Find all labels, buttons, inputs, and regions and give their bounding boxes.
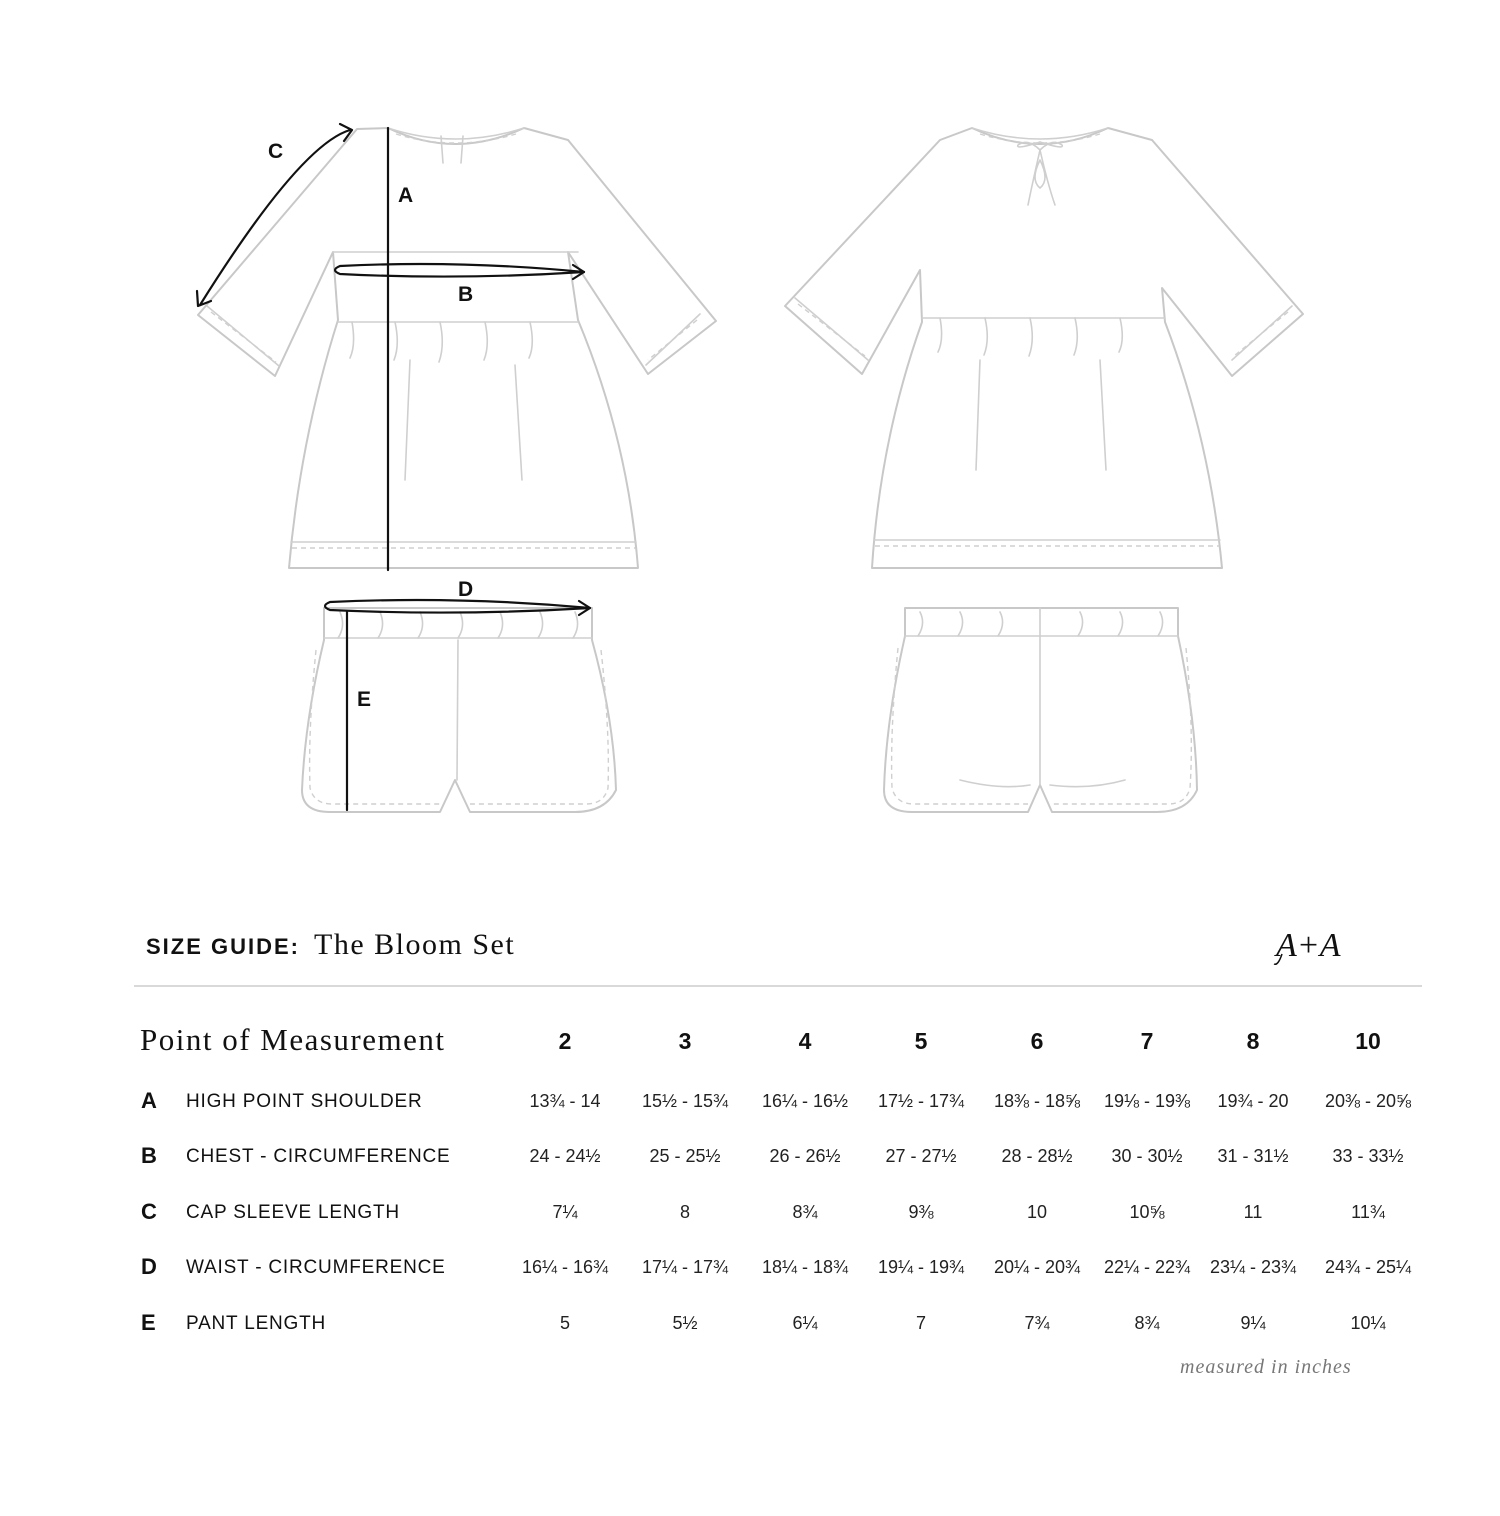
table-cell: 8¾ bbox=[792, 1202, 818, 1222]
table-cell: 22¼ - 22¾ bbox=[1103, 1257, 1191, 1277]
measure-c-label: C bbox=[268, 140, 284, 163]
size-header-6: 8 bbox=[1246, 1028, 1260, 1054]
back-top-illustration bbox=[785, 128, 1303, 568]
table-row bbox=[0, 1193, 1500, 1233]
table-row bbox=[0, 1304, 1500, 1344]
table-row bbox=[0, 1248, 1500, 1288]
table-cell: 10⅝ bbox=[1129, 1202, 1165, 1222]
table-cell: 20⅜ - 20⅝ bbox=[1324, 1091, 1412, 1111]
table-cell: 9⅜ bbox=[908, 1202, 934, 1222]
table-cell: 19¾ - 20 bbox=[1217, 1091, 1289, 1111]
table-cell: 19¼ - 19¾ bbox=[877, 1257, 965, 1277]
size-header-4: 6 bbox=[1030, 1028, 1044, 1054]
table-cell: 8¾ bbox=[1134, 1313, 1160, 1333]
table-cell: 23¼ - 23¾ bbox=[1209, 1257, 1297, 1277]
table-cell: 10 bbox=[1026, 1202, 1048, 1222]
table-cell: 28 - 28½ bbox=[1001, 1146, 1073, 1166]
table-cell: 8 bbox=[679, 1202, 690, 1222]
table-cell: 33 - 33½ bbox=[1332, 1146, 1404, 1166]
table-cell: 6¼ bbox=[792, 1313, 818, 1333]
row-label: WAIST - CIRCUMFERENCE bbox=[186, 1257, 446, 1278]
row-code: E bbox=[141, 1310, 156, 1335]
table-cell: 7 bbox=[915, 1313, 926, 1333]
size-header-2: 4 bbox=[798, 1028, 812, 1054]
table-cell: 30 - 30½ bbox=[1111, 1146, 1183, 1166]
size-header-0: 2 bbox=[558, 1028, 572, 1054]
measure-b-label: B bbox=[458, 283, 474, 306]
table-cell: 25 - 25½ bbox=[649, 1146, 721, 1166]
table-cell: 5½ bbox=[672, 1313, 698, 1333]
table-cell: 11 bbox=[1243, 1202, 1263, 1222]
row-label: CAP SLEEVE LENGTH bbox=[186, 1202, 400, 1223]
table-cell: 9¼ bbox=[1240, 1313, 1266, 1333]
table-cell: 26 - 26½ bbox=[769, 1146, 841, 1166]
row-code: D bbox=[141, 1254, 157, 1279]
table-cell: 19⅛ - 19⅜ bbox=[1103, 1091, 1191, 1111]
size-header-1: 3 bbox=[678, 1028, 692, 1054]
product-name: The Bloom Set bbox=[314, 928, 516, 961]
table-cell: 16¼ - 16¾ bbox=[521, 1257, 609, 1277]
row-code: A bbox=[141, 1088, 157, 1113]
table-cell: 16¼ - 16½ bbox=[761, 1091, 849, 1111]
row-label: HIGH POINT SHOULDER bbox=[186, 1091, 423, 1112]
row-code: B bbox=[141, 1143, 157, 1168]
table-heading: Point of Measurement bbox=[140, 1022, 446, 1057]
table-row bbox=[0, 1082, 1500, 1122]
row-code: C bbox=[141, 1199, 157, 1224]
table-cell: 20¼ - 20¾ bbox=[993, 1257, 1081, 1277]
table-cell: 17½ - 17¾ bbox=[877, 1091, 965, 1111]
table-cell: 24 - 24½ bbox=[529, 1146, 601, 1166]
header-divider bbox=[134, 985, 1422, 987]
table-cell: 31 - 31½ bbox=[1217, 1146, 1289, 1166]
table-cell: 7¾ bbox=[1024, 1313, 1050, 1333]
brand-logo-text: A+A bbox=[1276, 927, 1341, 964]
row-label: CHEST - CIRCUMFERENCE bbox=[186, 1146, 451, 1167]
table-cell: 13¾ - 14 bbox=[529, 1091, 601, 1111]
table-cell: 18⅜ - 18⅝ bbox=[993, 1091, 1081, 1111]
row-label: PANT LENGTH bbox=[186, 1313, 327, 1334]
table-cell: 15½ - 15¾ bbox=[641, 1091, 729, 1111]
table-row bbox=[0, 1137, 1500, 1177]
size-header-5: 7 bbox=[1140, 1028, 1154, 1054]
units-footnote: measured in inches bbox=[1180, 1356, 1352, 1378]
size-guide-prefix: SIZE GUIDE: bbox=[146, 934, 301, 959]
table-cell: 7¼ bbox=[552, 1202, 578, 1222]
table-cell: 17¼ - 17¾ bbox=[641, 1257, 729, 1277]
measure-e-label: E bbox=[357, 688, 372, 711]
table-cell: 5 bbox=[559, 1313, 570, 1333]
back-shorts-illustration bbox=[884, 608, 1197, 812]
measure-a-label: A bbox=[398, 184, 414, 207]
measure-d-label: D bbox=[458, 578, 474, 601]
size-guide-title bbox=[146, 928, 515, 962]
table-cell: 27 - 27½ bbox=[885, 1146, 957, 1166]
table-cell: 10¼ bbox=[1350, 1313, 1386, 1333]
size-header-3: 5 bbox=[914, 1028, 928, 1054]
size-header-7: 10 bbox=[1355, 1028, 1381, 1054]
table-cell: 11¾ bbox=[1351, 1202, 1385, 1222]
brand-logo bbox=[1262, 920, 1372, 980]
front-shorts-illustration bbox=[302, 608, 616, 812]
table-cell: 24¾ - 25¼ bbox=[1324, 1257, 1412, 1277]
table-cell: 18¼ - 18¾ bbox=[761, 1257, 849, 1277]
